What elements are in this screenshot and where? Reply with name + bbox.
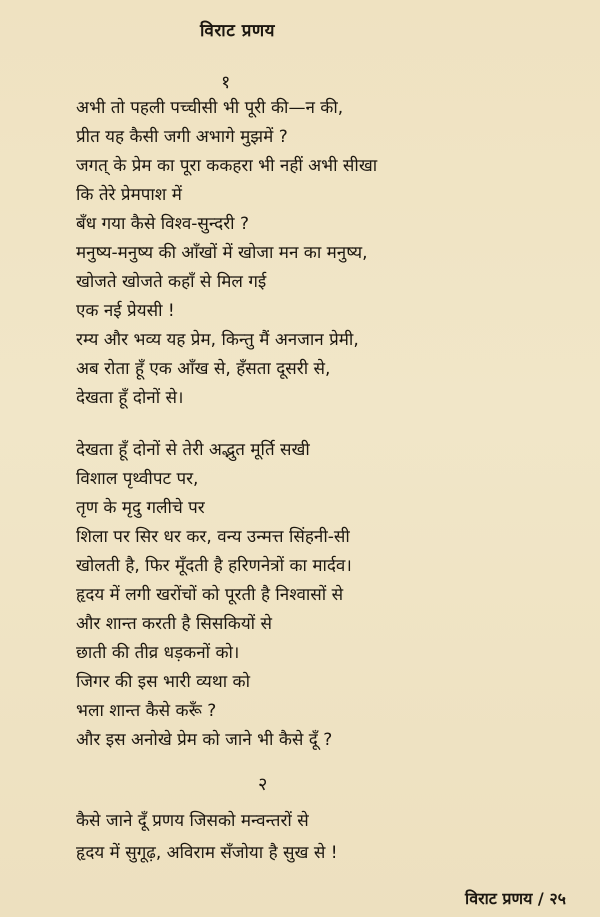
poem-line: कैसे जाने दूँ प्रणय जिसको मन्वन्तरों से: [76, 811, 309, 831]
poem-line: विशाल पृथ्वीपट पर,: [76, 469, 199, 489]
poem-title: विराट प्रणय: [200, 21, 276, 41]
poem-line: शिला पर सिर धर कर, वन्य उन्मत्त सिंहनी-सी: [76, 527, 350, 547]
poem-line: मनुष्य-मनुष्य की आँखों में खोजा मन का मनुष्य,: [76, 243, 368, 263]
poem-line: खोजते खोजते कहाँ से मिल गई: [76, 272, 267, 292]
poem-line: हृदय में लगी खरोंचों को पूरती है निश्वासों से: [76, 585, 344, 605]
poem-line: जगत् के प्रेम का पूरा ककहरा भी नहीं अभी सीखा: [76, 156, 378, 176]
poem-line: बँध गया कैसे विश्व-सुन्दरी ?: [76, 214, 249, 234]
poem-line: अब रोता हूँ एक आँख से, हँसता दूसरी से,: [76, 359, 331, 379]
poem-line: जिगर की इस भारी व्यथा को: [76, 672, 250, 692]
poem-line: तृण के मृदु गलीचे पर: [76, 498, 205, 518]
poem-line: और इस अनोखे प्रेम को जाने भी कैसे दूँ ?: [76, 730, 333, 750]
poem-line: देखता हूँ दोनों से।: [76, 388, 184, 408]
section-number-1: १: [221, 72, 231, 93]
poem-line: रम्य और भव्य यह प्रेम, किन्तु मैं अनजान प्रेमी,: [76, 330, 359, 350]
page-footer: विराट प्रणय / २५: [465, 889, 566, 908]
poem-line: और शान्त करती है सिसकियों से: [76, 614, 272, 634]
poem-line: छाती की तीव्र धड़कनों को।: [76, 643, 240, 663]
poem-line: प्रीत यह कैसी जगी अभागे मुझमें ?: [76, 127, 288, 147]
poem-line: अभी तो पहली पच्चीसी भी पूरी की—न की,: [76, 98, 344, 118]
poem-line: कि तेरे प्रेमपाश में: [76, 185, 182, 205]
poem-line: हृदय में सुगूढ़, अविराम सँजोया है सुख से !: [76, 843, 338, 863]
poem-line: देखता हूँ दोनों से तेरी अद्भुत मूर्ति सखी: [76, 440, 310, 460]
poem-line: खोलती है, फिर मूँदती है हरिणनेत्रों का मार्दव।: [76, 556, 352, 576]
poem-line: भला शान्त कैसे करूँ ?: [76, 701, 217, 721]
section-number-2: २: [258, 774, 268, 795]
poem-line: एक नई प्रेयसी !: [76, 301, 175, 321]
